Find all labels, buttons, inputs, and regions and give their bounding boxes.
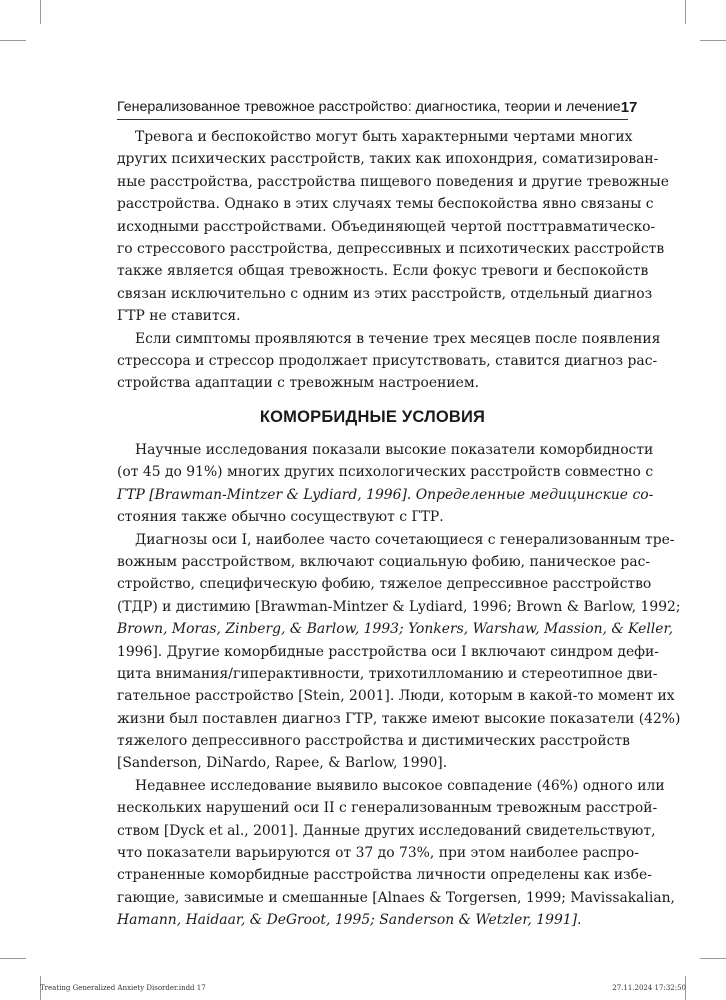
text-line: стройства адаптации с тревожным настроением. [117,375,480,392]
paragraph-1 [117,126,669,328]
running-header [117,96,638,118]
body-text-section [117,439,681,932]
print-slug [40,984,686,996]
paragraph-2 [117,328,661,395]
text-line: Диагнозы оси I, наиболее часто сочетающиеся с генерализованным тре- [135,531,675,548]
text-line: цита внимания/гиперактивности, трихотилломанию и стереотипное дви- [117,665,658,682]
text-line: го стрессового расстройства, депрессивных и психотических расстройств [117,240,665,257]
text-line: ные расстройства, расстройства пищевого поведения и другие тревожные [117,173,669,190]
crop-mark [700,40,726,41]
text-line: 1996]. Другие коморбидные расстройства оси I включают синдром дефи- [117,643,659,660]
slug-filename: Treating Generalized Anxiety Disorder.indd 17 [40,984,206,992]
text-line: ГТР не ставится. [117,308,241,325]
text-line: также является общая тревожность. Если фокус тревоги и беспокойств [117,263,649,280]
crop-mark [700,958,726,959]
page-number: 17 [620,98,638,116]
text-line: жизни был поставлен диагноз ГТР, также имеют высокие показатели (42%) [117,710,681,727]
slug-timestamp: 27.11.2024 17:32:50 [612,984,686,992]
paragraph-4 [117,529,681,775]
text-line: вожным расстройством, включают социальную фобию, паническое рас- [117,553,651,570]
text-line: Brown, Moras, Zinberg, & Barlow, 1993; Yonkers, Warshaw, Massion, & Keller, [117,621,674,638]
text-line: что показатели варьируются от 37 до 73%, при этом наиболее распро- [117,845,639,862]
text-line: (ТДР) и дистимию [Brawman-Mintzer & Lydiard, 1996; Brown & Barlow, 1992; [117,598,681,615]
running-header-title: Генерализованное тревожное расстройство: диагностика, теории и лечение [117,99,621,115]
text-line: Тревога и беспокойство могут быть характерными чертами многих [135,129,633,145]
text-line: связан исключительно с одним из этих расстройств, отдельный диагноз [117,285,653,302]
text-line: гательное расстройство [Stein, 2001]. Люди, которым в какой-то момент их [117,688,675,705]
text-line: ГТР [Brawman-Mintzer & Lydiard, 1996]. Определенные медицинские со- [117,486,654,503]
crop-mark [685,0,686,24]
crop-mark [40,0,41,24]
text-line: гающие, зависимые и смешанные [Alnaes & Torgersen, 1999; Mavissakalian, [117,889,675,906]
text-line: стрессора и стрессор продолжает присутствовать, ставится диагноз рас- [117,352,658,369]
text-line: нескольких нарушений оси II с генерализованным тревожным расстрой- [117,800,658,817]
paragraph-5 [117,775,675,932]
paragraph-3 [117,439,654,529]
text-line: тяжелого депрессивного расстройства и дистимических расстройств [117,733,630,750]
text-line: стройство, специфическую фобию, тяжелое депрессивное расстройство [117,576,652,593]
text-line: исходными расстройствами. Объединяющей чертой посттравматическо- [117,218,656,235]
section-heading: КОМОРБИДНЫЕ УСЛОВИЯ [259,408,486,426]
text-line: Научные исследования показали высокие показатели коморбидности [135,442,654,458]
text-line: расстройства. Однако в этих случаях темы беспокойства явно связаны с [117,196,654,213]
header-rule [117,119,628,120]
text-line: стояния также обычно сосуществуют с ГТР. [117,509,444,526]
crop-mark [0,40,26,41]
crop-mark [0,958,26,959]
body-text [117,126,669,395]
text-line: ством [Dyck et al., 2001]. Данные других исследований свидетельствуют, [117,822,656,839]
text-line: страненные коморбидные расстройства личности определены как избе- [117,867,652,884]
text-line: [Sanderson, DiNardo, Rapee, & Barlow, 1990]. [117,755,448,772]
text-line: Если симптомы проявляются в течение трех месяцев после появления [135,330,661,347]
text-line: Hamann, Haidaar, & DeGroot, 1995; Sanderson & Wetzler, 1991]. [117,912,582,929]
text-line: других психических расстройств, таких как ипохондрия, соматизирован- [117,151,659,168]
text-line: (от 45 до 91%) многих других психологических расстройств совместно с [117,464,654,481]
text-line: Недавнее исследование выявило высокое совпадение (46%) одного или [135,777,665,794]
